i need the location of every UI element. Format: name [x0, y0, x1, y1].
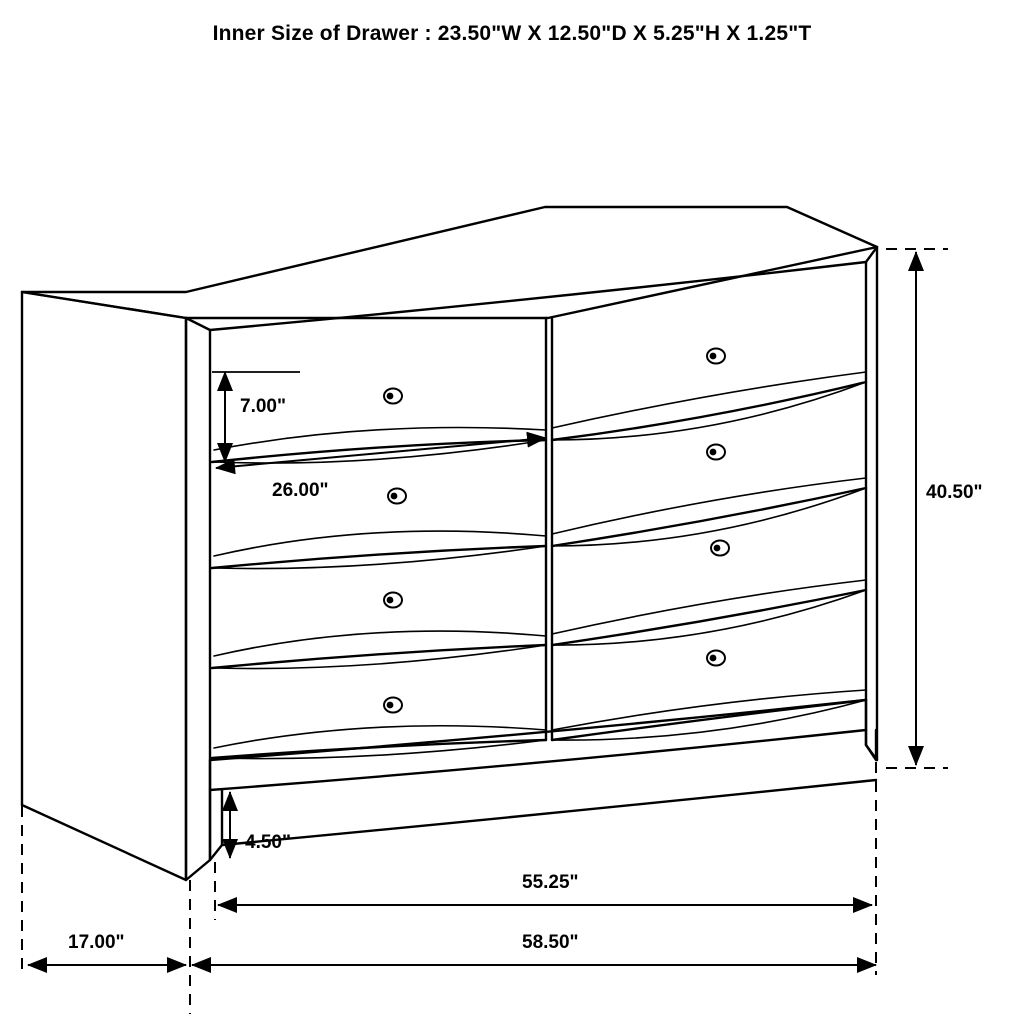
knob-right-3: [711, 541, 729, 556]
knob-left-3: [384, 593, 402, 608]
wave-l2b: [214, 546, 546, 569]
drawer-line-r1: [552, 382, 866, 440]
dresser-body: [22, 207, 877, 880]
page-title: Inner Size of Drawer : 23.50"W X 12.50"D X 5.25"H X 1.25"T: [212, 22, 812, 45]
wave-l3b: [214, 645, 546, 669]
knob-right-4: [707, 651, 725, 666]
dresser-top: [22, 207, 877, 318]
base-apron: [210, 730, 866, 790]
front-top-rail: [210, 262, 866, 330]
left-leg: [210, 790, 222, 860]
drawer-line-r3: [552, 590, 866, 645]
left-bottom-edge: [22, 805, 186, 880]
wave-r2a: [552, 478, 866, 534]
knob-left-2: [388, 489, 406, 504]
dimension-label-drawer-height: 7.00": [240, 396, 286, 417]
dimension-label-depth: 17.00": [68, 932, 125, 953]
knob-left-4: [384, 698, 402, 713]
knob-right-2: [707, 445, 725, 460]
floor-front-edge: [222, 780, 876, 845]
wave-r4a: [552, 690, 866, 730]
drawer-line-r2: [552, 488, 866, 546]
dimension-label-height: 40.50": [926, 482, 983, 503]
knob-right-1: [707, 349, 725, 364]
wave-r1a: [552, 372, 866, 428]
dimension-label-leg-height: 4.50": [245, 832, 291, 853]
dimension-label-drawer-width: 26.00": [272, 480, 329, 501]
wave-r2b: [552, 488, 866, 546]
arrow-drawer-width: [216, 438, 546, 468]
knob-left-1: [384, 389, 402, 404]
wave-r1b: [552, 382, 866, 440]
left-side-panel: [186, 318, 210, 880]
dimension-label-overall-width: 58.50": [522, 932, 579, 953]
dimension-label-case-width: 55.25": [522, 872, 579, 893]
wave-r3a: [552, 580, 866, 634]
